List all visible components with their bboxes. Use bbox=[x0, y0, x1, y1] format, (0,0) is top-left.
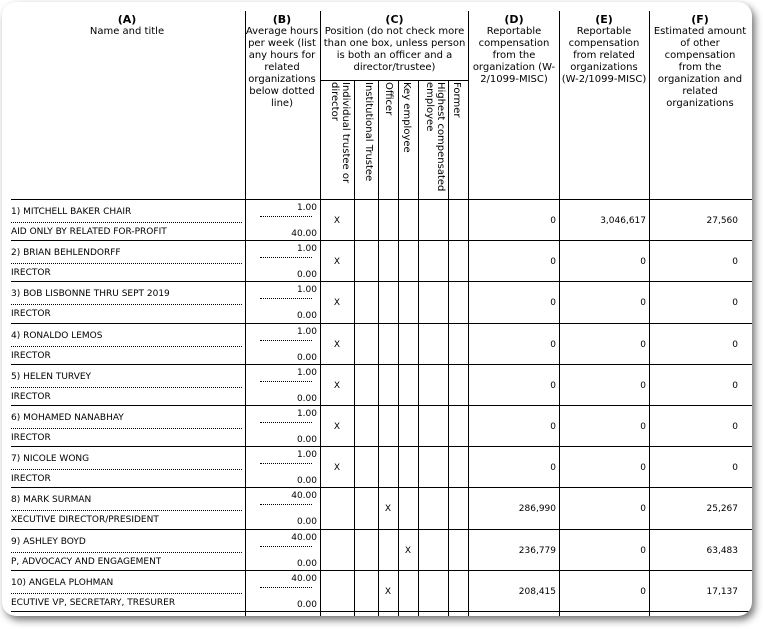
comp-f: 0 bbox=[732, 422, 738, 432]
hours-value: 40.00 bbox=[291, 491, 317, 502]
related-hours-value: 0.00 bbox=[296, 393, 317, 404]
row-name: 5) HELEN TURVEY bbox=[11, 371, 92, 382]
column-divider bbox=[468, 11, 469, 616]
row-border bbox=[11, 240, 752, 241]
hours-value: 1.00 bbox=[296, 285, 317, 296]
subcolumn-divider bbox=[398, 80, 399, 616]
row-name: 2) BRIAN BEHLENDORFF bbox=[11, 248, 121, 259]
position-mark: X bbox=[333, 339, 341, 350]
comp-d: 0 bbox=[550, 216, 556, 226]
comp-f: 0 bbox=[732, 380, 738, 391]
row-name: 7) NICOLE WONG bbox=[11, 454, 90, 465]
comp-d: 286,990 bbox=[518, 504, 556, 515]
row-name: 8) MARK SURMAN bbox=[11, 495, 92, 506]
hours-value: 1.00 bbox=[296, 450, 317, 461]
row-border bbox=[11, 611, 752, 612]
hours-dotted-line bbox=[260, 546, 312, 547]
name-dotted-line bbox=[11, 510, 242, 511]
name-dotted-line bbox=[11, 552, 242, 553]
subheader-individual-trustee: Individual trustee or director bbox=[329, 82, 351, 184]
name-dotted-line bbox=[11, 593, 242, 594]
table-grid bbox=[2, 2, 752, 616]
column-divider bbox=[245, 11, 246, 616]
hours-dotted-line bbox=[260, 381, 312, 382]
hours-dotted-line bbox=[260, 463, 312, 464]
subheader-former: Former bbox=[451, 82, 462, 118]
row-title: IRECTOR bbox=[11, 391, 51, 402]
name-dotted-line bbox=[11, 346, 242, 347]
comp-d: 208,415 bbox=[518, 586, 556, 597]
hours-value: 1.00 bbox=[296, 203, 317, 213]
column-divider bbox=[559, 11, 560, 616]
row-title: P, ADVOCACY AND ENGAGEMENT bbox=[11, 556, 162, 567]
header-d-text: Reportable compensation from the organization (W-2/1099-MISC) bbox=[472, 26, 556, 85]
comp-e: 0 bbox=[640, 422, 646, 432]
row-title: IRECTOR bbox=[11, 268, 51, 279]
subheader-divider bbox=[320, 80, 468, 81]
row-border bbox=[11, 281, 752, 282]
name-dotted-line bbox=[11, 263, 242, 264]
comp-e: 0 bbox=[640, 463, 646, 474]
header-f-letter: (F) bbox=[691, 13, 709, 26]
header-d bbox=[470, 14, 558, 86]
header-e-text: Reportable compensation from related organizations (W-2/1099-MISC) bbox=[561, 26, 647, 85]
row-name: 6) MOHAMED NANABHAY bbox=[11, 413, 124, 423]
comp-d: 0 bbox=[550, 339, 556, 350]
comp-e: 0 bbox=[640, 504, 646, 515]
related-hours-value: 0.00 bbox=[296, 270, 317, 281]
name-dotted-line bbox=[11, 222, 242, 223]
row-border bbox=[11, 487, 752, 488]
comp-f: 17,137 bbox=[706, 586, 738, 597]
related-hours-value: 0.00 bbox=[296, 311, 317, 322]
comp-f: 0 bbox=[732, 298, 738, 309]
row-border bbox=[11, 364, 752, 365]
name-dotted-line bbox=[11, 428, 242, 429]
header-e bbox=[561, 14, 647, 86]
hours-dotted-line bbox=[260, 298, 312, 299]
row-border bbox=[11, 529, 752, 530]
row-name: 9) ASHLEY BOYD bbox=[11, 536, 86, 547]
hours-value: 1.00 bbox=[296, 326, 317, 337]
row-border bbox=[11, 446, 752, 447]
comp-e: 0 bbox=[640, 586, 646, 597]
header-a-letter: (A) bbox=[117, 13, 137, 26]
hours-dotted-line bbox=[260, 257, 312, 258]
position-mark: X bbox=[404, 545, 412, 556]
comp-f: 0 bbox=[732, 339, 738, 350]
comp-f: 0 bbox=[732, 463, 738, 474]
comp-e: 0 bbox=[640, 298, 646, 309]
comp-f: 27,560 bbox=[706, 216, 738, 226]
subcolumn-divider bbox=[448, 80, 449, 616]
comp-e: 0 bbox=[640, 257, 646, 268]
hours-value: 1.00 bbox=[296, 367, 317, 378]
column-divider bbox=[320, 11, 321, 616]
comp-e: 3,046,617 bbox=[600, 216, 646, 226]
position-mark: X bbox=[333, 216, 341, 226]
row-title: IRECTOR bbox=[11, 474, 51, 485]
row-title: IRECTOR bbox=[11, 350, 51, 361]
row-title: IRECTOR bbox=[11, 309, 51, 320]
related-hours-value: 40.00 bbox=[291, 229, 317, 239]
comp-d: 0 bbox=[550, 380, 556, 391]
row-name: 4) RONALDO LEMOS bbox=[11, 330, 103, 341]
row-title: AID ONLY BY RELATED FOR-PROFIT bbox=[11, 227, 167, 237]
position-mark: X bbox=[333, 298, 341, 309]
related-hours-value: 0.00 bbox=[296, 517, 317, 528]
header-f-text: Estimated amount of other compensation from the organization and related organizations bbox=[653, 26, 747, 109]
comp-d: 0 bbox=[550, 463, 556, 474]
comp-d: 0 bbox=[550, 298, 556, 309]
position-mark: X bbox=[333, 257, 341, 268]
comp-e: 0 bbox=[640, 380, 646, 391]
position-mark: X bbox=[333, 380, 341, 391]
row-border bbox=[11, 323, 752, 324]
header-a-text: Name and title bbox=[89, 26, 165, 37]
comp-d: 0 bbox=[550, 422, 556, 432]
row-name: 10) ANGELA PLOHMAN bbox=[11, 577, 114, 588]
header-b-text: Average hours per week (list any hours for related organizations below dotted line) bbox=[245, 26, 319, 109]
header-b-letter: (B) bbox=[272, 13, 292, 26]
related-hours-value: 0.00 bbox=[296, 435, 317, 445]
header-b bbox=[245, 14, 319, 110]
row-border bbox=[11, 405, 752, 406]
related-hours-value: 0.00 bbox=[296, 599, 317, 610]
hours-value: 1.00 bbox=[296, 244, 317, 255]
subheader-highest-compensated: Highest compensated employee bbox=[424, 82, 446, 192]
header-d-letter: (D) bbox=[504, 13, 524, 26]
name-dotted-line bbox=[11, 304, 242, 305]
row-title: ECUTIVE VP, SECRETARY, TRESURER bbox=[11, 597, 176, 608]
subcolumn-divider bbox=[354, 80, 355, 616]
related-hours-value: 0.00 bbox=[296, 352, 317, 363]
hours-dotted-line bbox=[260, 422, 312, 423]
related-hours-value: 0.00 bbox=[296, 476, 317, 487]
subheader-officer: Officer bbox=[383, 82, 394, 116]
hours-dotted-line bbox=[260, 587, 312, 588]
subheader-key-employee: Key employee bbox=[401, 82, 412, 153]
comp-f: 63,483 bbox=[706, 545, 738, 556]
comp-f: 0 bbox=[732, 257, 738, 268]
comp-e: 0 bbox=[640, 545, 646, 556]
hours-dotted-line bbox=[260, 216, 312, 217]
related-hours-value: 0.00 bbox=[296, 558, 317, 569]
column-divider bbox=[649, 11, 650, 616]
header-c-letter: (C) bbox=[385, 13, 404, 26]
comp-d: 0 bbox=[550, 257, 556, 268]
row-name: 1) MITCHELL BAKER CHAIR bbox=[11, 207, 132, 217]
comp-e: 0 bbox=[640, 339, 646, 350]
hours-value: 40.00 bbox=[291, 573, 317, 584]
hours-dotted-line bbox=[260, 340, 312, 341]
position-mark: X bbox=[384, 504, 392, 515]
name-dotted-line bbox=[11, 387, 242, 388]
subheader-institutional-trustee: Institutional Trustee bbox=[363, 82, 374, 182]
hours-value: 40.00 bbox=[291, 532, 317, 543]
row-name: 3) BOB LISBONNE THRU SEPT 2019 bbox=[11, 289, 170, 300]
row-title: IRECTOR bbox=[11, 433, 51, 443]
header-c bbox=[322, 14, 467, 74]
header-e-letter: (E) bbox=[595, 13, 613, 26]
position-mark: X bbox=[333, 422, 341, 432]
header-f bbox=[652, 14, 748, 110]
header-c-text: Position (do not check more than one box, unless person is both an officer and a director/trustee) bbox=[323, 26, 466, 73]
hours-value: 1.00 bbox=[296, 409, 317, 419]
subcolumn-divider bbox=[378, 80, 379, 616]
hours-dotted-line bbox=[260, 504, 312, 505]
position-mark: X bbox=[333, 463, 341, 474]
header-bottom-border bbox=[11, 199, 752, 200]
header-a bbox=[11, 14, 243, 38]
form-990-part7-table bbox=[2, 2, 752, 616]
comp-d: 236,779 bbox=[518, 545, 556, 556]
name-dotted-line bbox=[11, 469, 242, 470]
subcolumn-divider bbox=[418, 80, 419, 616]
position-mark: X bbox=[384, 586, 392, 597]
comp-f: 25,267 bbox=[706, 504, 738, 515]
row-border bbox=[11, 570, 752, 571]
row-title: XECUTIVE DIRECTOR/PRESIDENT bbox=[11, 515, 159, 526]
